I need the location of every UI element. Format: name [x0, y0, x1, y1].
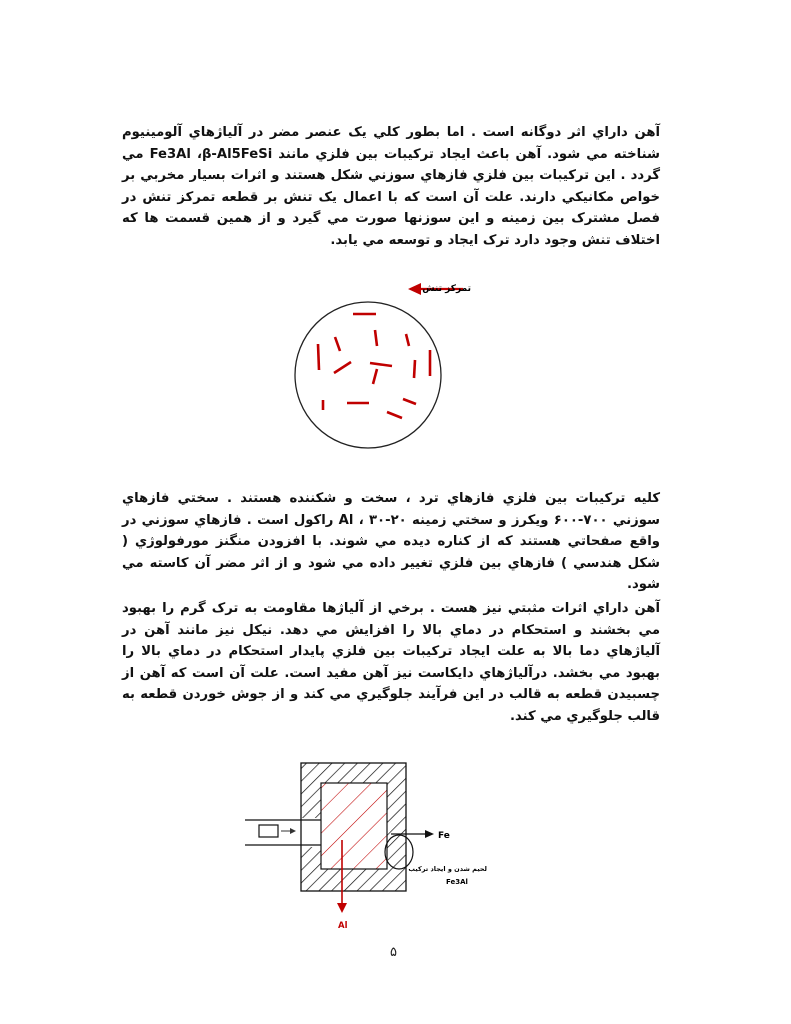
figure-stress-concentration — [295, 283, 471, 448]
needle-phase — [370, 363, 392, 366]
plunger — [259, 825, 278, 837]
page-number: ۵ — [390, 945, 397, 960]
paragraph-iron-positive-effects: آهن داراي اثرات مثبتي نيز هست . برخي از آلياژها مقاومت به ترک گرم را بهبود مي بخشند و استحكام در دماي بالا را افزايش مي دهد. نيكل نيز مانند آهن در آلياژهاي دما بالا به علت ايجاد تركيبات بين فلزي پايدار استحكام در دماي بالا را بهبود مي بخشد. درآلياژهاي دايكاست نيز آهن مفيد است. علت آن است كه آهن از چسبيدن قطعه به قالب در اين فرآيند جلوگيري مي كند و از جوش خوردن قطعه به قالب جلوگيري مي كند. — [122, 601, 660, 724]
needle-phases — [318, 314, 430, 418]
needle-phase — [406, 334, 409, 346]
needle-phase — [414, 360, 415, 378]
soldering-note-label: لحيم شدن و ايجاد تركيب — [408, 865, 487, 873]
al-label: Al — [338, 921, 348, 931]
fe-label: Fe — [438, 831, 450, 841]
needle-phase — [387, 412, 402, 418]
needle-phase — [334, 362, 351, 373]
injection-arrow — [281, 828, 296, 834]
needle-phase — [335, 337, 340, 351]
figure-die-casting — [245, 763, 487, 931]
paragraph-iron-dual-effect: آهن داراي اثر دوگانه است . اما بطور كلي يک عنصر مضر در آلياژهاي آلومينيوم شناخته مي شود. آهن باعث ايجاد تركيبات بين فلزي مانند Fe3Al ،β-Al5FeSi مي گردد . اين تركيبات بين فلزي فازهاي سوزني شكل هستند و اثرات بسيار مخربي بر خواص مكانيكي دارند. علت آن است كه با اعمال يک تنش بر قطعه تمركز تنش در فصل مشترک بين زمينه و اين سوزنها صورت مي گيرد و از همين قسمت ها كه اختلاف تنش وجود دارد ترک ايجاد و توسعه مي يابد. — [122, 125, 660, 248]
needle-phase — [373, 369, 377, 384]
mold-cavity — [321, 783, 387, 869]
needle-phase — [403, 399, 416, 404]
fe3al-label: Fe3Al — [446, 878, 468, 886]
paragraph-intermetallic-hardness: كليه تركيبات بين فلزي فازهاي ترد ، سخت و شكننده هستند . سختي فازهاي سوزني ۷۰۰-۶۰۰ ويكرز و سختي زمينه Al ، ۳۰-۲۰ راكول است . فازهاي سوزني در واقع صفحاتي هستند كه از كناره ديده مي شوند. با افزودن منگنز مورفولوژي ( شكل هندسي ) فازهاي بين فلزي تغيير داده مي شود و از اثر مضر آن كاسته مي شود. — [122, 491, 660, 593]
needle-phase — [375, 330, 377, 346]
matrix-circle — [295, 302, 441, 448]
stress-concentration-label: تمركز تنش — [422, 284, 471, 294]
needle-phase — [318, 344, 319, 370]
